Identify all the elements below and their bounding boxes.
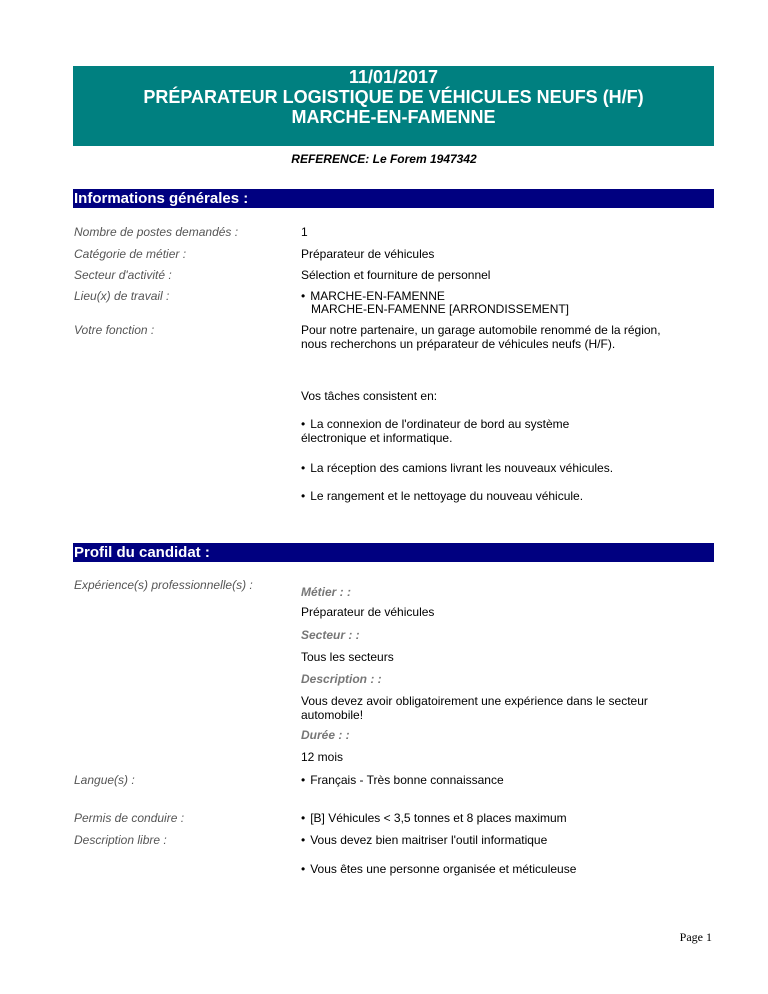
nb-postes-value: 1 xyxy=(301,225,308,239)
permis-value: • [B] Véhicules < 3,5 tonnes et 8 places maximum xyxy=(301,811,701,825)
tache-item: • Le rangement et le nettoyage du nouveau véhicule. xyxy=(301,489,701,503)
description-libre-label: Description libre : xyxy=(74,833,167,847)
experience-label: Expérience(s) professionnelle(s) : xyxy=(74,578,253,592)
tache-item: • La réception des camions livrant les nouveaux véhicules. xyxy=(301,461,701,475)
secteur-value: Sélection et fourniture de personnel xyxy=(301,268,491,282)
exp-secteur-value: Tous les secteurs xyxy=(301,650,394,664)
header-title: PRÉPARATEUR LOGISTIQUE DE VÉHICULES NEUFS (H/F) xyxy=(143,87,644,107)
page-number: Page 1 xyxy=(679,930,712,944)
taches-intro: Vos tâches consistent en: xyxy=(301,389,438,403)
description-value: Vous devez avoir obligatoirement une expérience dans le secteur automobile! xyxy=(301,694,648,722)
secteur-label: Secteur d'activité : xyxy=(74,268,172,282)
header-date: 11/01/2017 xyxy=(348,67,439,87)
metier-value: Préparateur de véhicules xyxy=(301,605,435,619)
job-header xyxy=(73,66,714,146)
lieu-value-2: MARCHE-EN-FAMENNE [ARRONDISSEMENT] xyxy=(311,302,570,316)
fonction-intro: Pour notre partenaire, un garage automobile renommé de la région, nous recherchons un préparateur de véhicules neufs (H/F). xyxy=(301,323,661,351)
section-profil-heading: Profil du candidat : xyxy=(73,543,714,562)
langue-value: • Français - Très bonne connaissance xyxy=(301,773,701,787)
permis-label: Permis de conduire : xyxy=(74,811,185,825)
fonction-label: Votre fonction : xyxy=(74,323,155,337)
categorie-value: Préparateur de véhicules xyxy=(301,247,435,261)
description-libre-item: • Vous êtes une personne organisée et méticuleuse xyxy=(301,862,701,876)
reference: REFERENCE: Le Forem 1947342 xyxy=(291,152,477,166)
categorie-label: Catégorie de métier : xyxy=(74,247,187,261)
header-location: MARCHE-EN-FAMENNE xyxy=(291,107,496,127)
duree-value: 12 mois xyxy=(301,750,344,764)
description-label: Description : : xyxy=(301,672,382,686)
nb-postes-label: Nombre de postes demandés : xyxy=(74,225,239,239)
langue-label: Langue(s) : xyxy=(74,773,135,787)
lieu-label: Lieu(x) de travail : xyxy=(74,289,170,303)
description-libre-item: • Vous devez bien maitriser l'outil informatique xyxy=(301,833,701,847)
metier-label: Métier : : xyxy=(301,585,352,599)
tache-item: • La connexion de l'ordinateur de bord au système électronique et informatique. xyxy=(301,417,621,445)
duree-label: Durée : : xyxy=(301,728,350,742)
section-general-heading: Informations générales : xyxy=(73,189,714,208)
exp-secteur-label: Secteur : : xyxy=(301,628,360,642)
lieu-value-1: • MARCHE-EN-FAMENNE xyxy=(301,289,701,303)
